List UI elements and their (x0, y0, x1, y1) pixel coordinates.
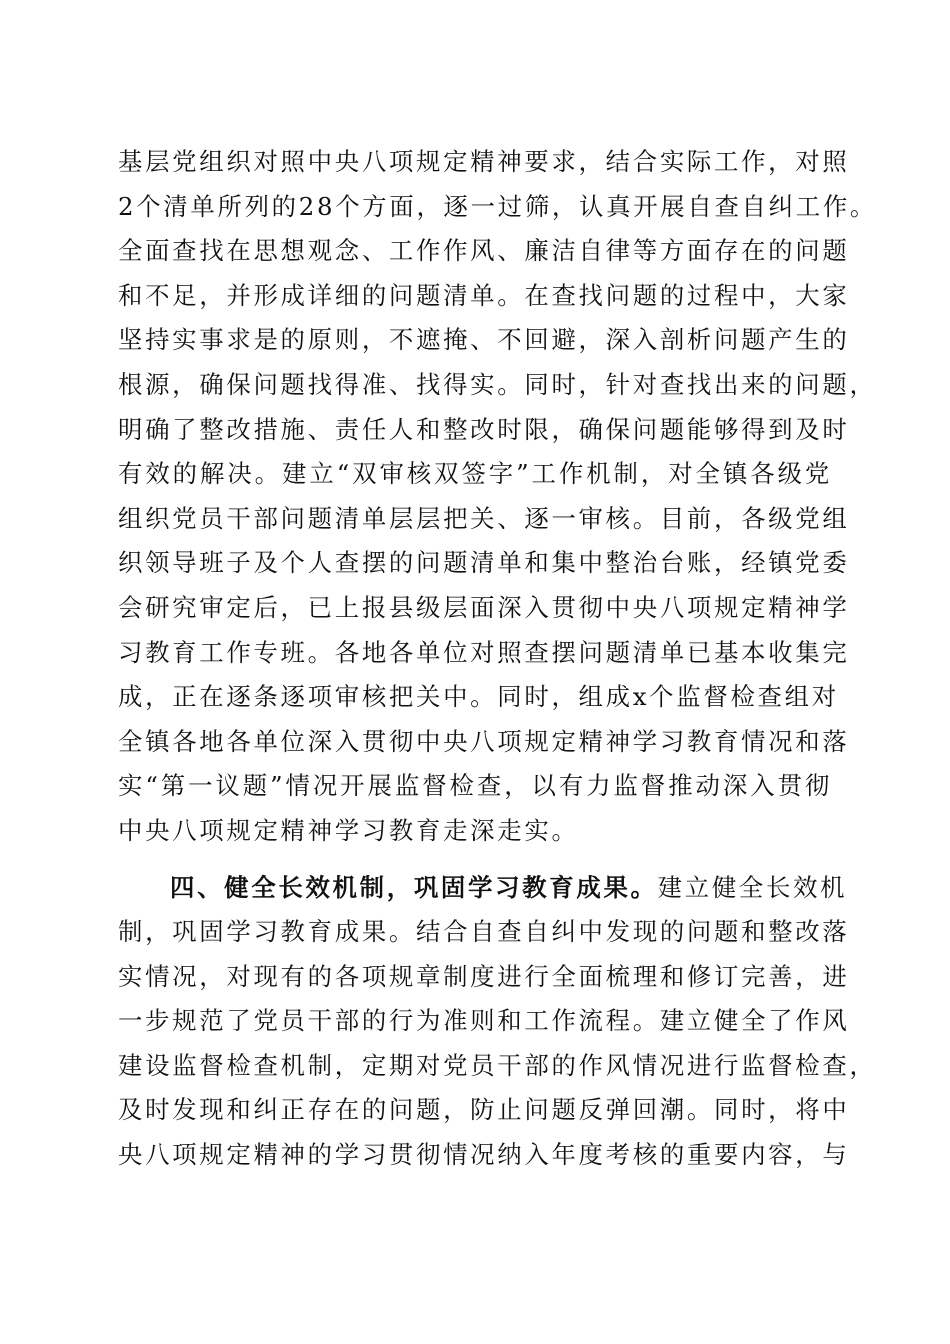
text-line: 组织党员干部问题清单层层把关、逐一审核。目前，各级党组 (118, 503, 850, 533)
text-line: 及时发现和纠正存在的问题，防止问题反弹回潮。同时，将中 (118, 1095, 850, 1125)
text-line: 成，正在逐条逐项审核把关中。同时，组成x个监督检查组对 (118, 682, 839, 712)
text-line: 建设监督检查机制，定期对党员干部的作风情况进行监督检查， (118, 1050, 877, 1080)
section-heading: 四、健全长效机制，巩固学习教育成果。 (170, 872, 658, 902)
text-line: 习教育工作专班。各地各单位对照查摆问题清单已基本收集完 (118, 637, 850, 667)
document-body (118, 140, 878, 1178)
paragraph-self-inspection (118, 140, 878, 854)
text-line: 有效的解决。建立“双审核双签字”工作机制，对全镇各级党 (118, 459, 832, 489)
text-line: 制，巩固学习教育成果。结合自查自纠中发现的问题和整改落 (118, 917, 850, 947)
text-line: 全面查找在思想观念、工作作风、廉洁自律等方面存在的问题 (118, 236, 850, 266)
text-line: 实情况，对现有的各项规章制度进行全面梳理和修订完善，进 (118, 961, 850, 991)
heading-line-rest: 建立健全长效机 (657, 872, 848, 902)
text-line: 基层党组织对照中央八项规定精神要求，结合实际工作，对照 (118, 147, 850, 176)
paragraph-long-term-mechanism (118, 866, 877, 1178)
text-line: 实“第一议题”情况开展监督检查，以有力监督推动深入贯彻 (118, 771, 832, 801)
text-line: 坚持实事求是的原则，不遮掩、不回避，深入剖析问题产生的 (118, 325, 850, 355)
text-line: 根源，确保问题找得准、找得实。同时，针对查找出来的问题， (118, 369, 877, 399)
text-line: 一步规范了党员干部的行为准则和工作流程。建立健全了作风 (118, 1006, 850, 1036)
text-line: 明确了整改措施、责任人和整改时限，确保问题能够得到及时 (118, 414, 850, 444)
text-line: 全镇各地各单位深入贯彻中央八项规定精神学习教育情况和落 (118, 726, 850, 756)
text-line-last: 中央八项规定精神学习教育走深走实。 (118, 815, 579, 845)
text-line: 和不足，并形成详细的问题清单。在查找问题的过程中，大家 (118, 280, 850, 310)
text-line: 会研究审定后，已上报县级层面深入贯彻中央八项规定精神学 (118, 592, 850, 622)
text-line-first (118, 866, 848, 911)
text-line: 2个清单所列的28个方面，逐一过筛，认真开展自查自纠工作。 (118, 191, 878, 221)
paragraph-gap (118, 854, 832, 866)
text-line: 央八项规定精神的学习贯彻情况纳入年度考核的重要内容，与 (118, 1140, 850, 1170)
text-line: 织领导班子及个人查摆的问题清单和集中整治台账，经镇党委 (118, 548, 850, 578)
